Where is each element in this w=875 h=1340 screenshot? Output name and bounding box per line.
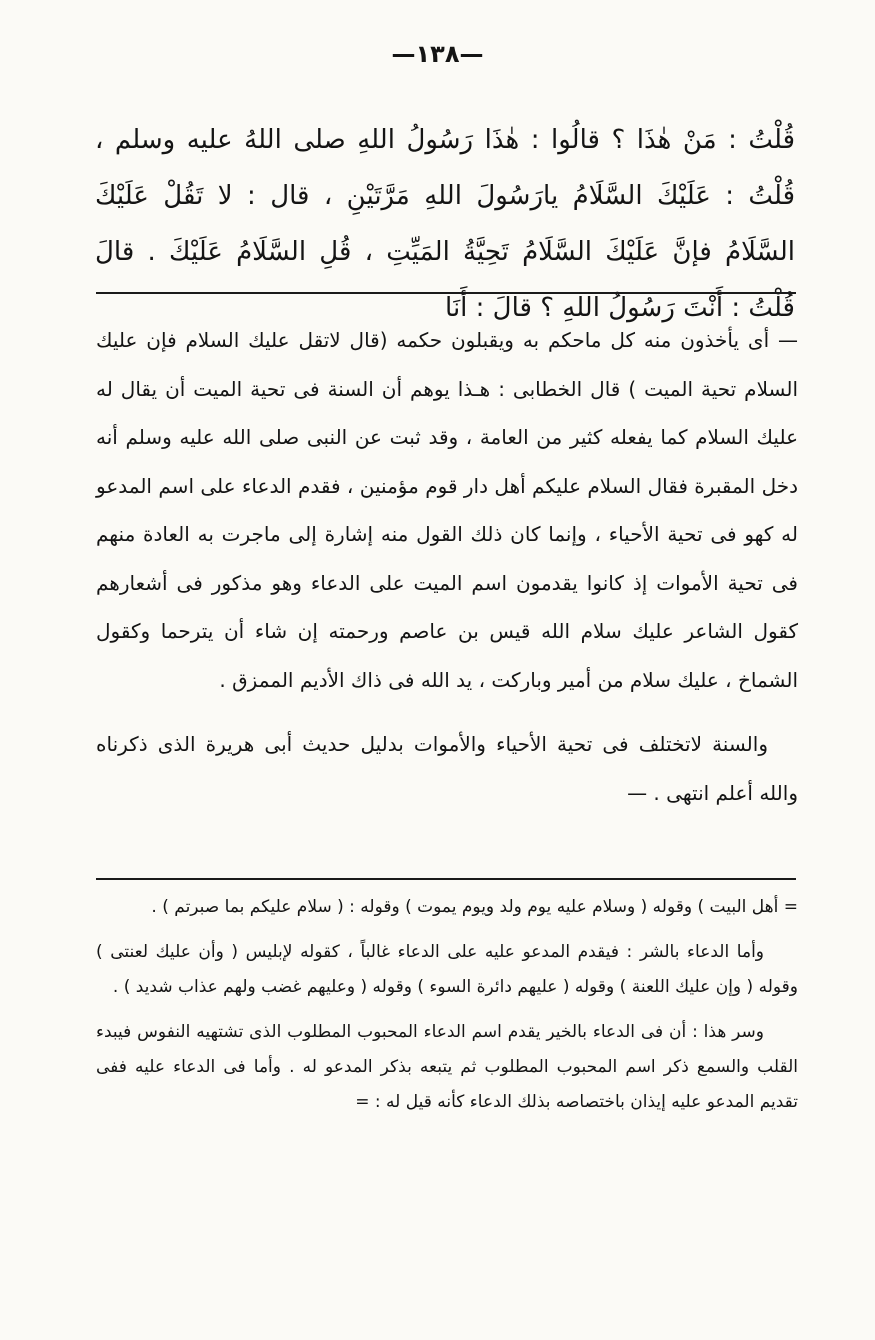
footnote-paragraph: = أهل البيت ) وقوله ( وسلام عليه يوم ولد ويوم يموت ) وقوله : ( سلام عليكم بما صبرتم ) . bbox=[151, 897, 798, 917]
commentary-paragraph: والسنة لاتختلف فى تحية الأحياء والأموات بدليل حديث أبى هريرة الذى ذكرناه والله أعلم انتهى . — bbox=[96, 732, 798, 805]
commentary-paragraph: — أى يأخذون منه كل ماحكم به ويقبلون حكمه (قال لاتقل عليك السلام فإن عليك السلام تحية الميت ) قال الخطابى : هـذا يوهم أن السنة فى تحية الميت أن يقال له عليك السلام كما يفعله كثير من العامة ، وقد ثبت عن النبى صلى الله عليه وسلم أنه دخل المقبرة فقال السلام عليكم أهل دار قوم مؤمنين ، فقدم الدعاء على اسم المدعو له كهو فى تحية الأحياء ، وإنما كان ذلك القول منه إشارة إلى ماجرت به العادة منهم فى تحية الأموات إذ كانوا يقدمون اسم الميت على الدعاء وهو مذكور فى أشعارهم كقول الشاعر عليك سلام الله قيس بن عاصم ورحمته إن شاء أن يترحما وكقول الشماخ ، عليك سلام من أمير وباركت ، يد الله فى ذاك الأديم الممزق . bbox=[96, 328, 798, 692]
page-number: —١٣٨— bbox=[391, 40, 484, 68]
commentary-block bbox=[96, 316, 798, 817]
section-divider bbox=[96, 292, 796, 294]
hadith-paragraph: قُلْتُ : مَنْ هٰذَا ؟ قالُوا : هٰذَا رَسُولُ اللهِ صلى اللهُ عليه وسلم ، قُلْتُ : عَلَيْكَ السَّلَامُ يارَسُولَ اللهِ مَرَّتَيْنِ ، قال : لا تَقُلْ عَلَيْكَ السَّلَامُ فإنَّ عَلَيْكَ السَّلَامُ تَحِيَّةُ المَيِّتِ ، قُلِ السَّلَامُ عَلَيْكَ . قالَ قُلْتُ : أَنْتَ رَسُولُ اللهِ ؟ قالَ : أَنَا bbox=[95, 125, 795, 323]
footnote-paragraph: وسر هذا : أن فى الدعاء بالخير يقدم اسم الدعاء المحبوب المطلوب الذى تشتهيه النفوس فيبدء القلب والسمع ذكر اسم المحبوب المطلوب ثم يتبعه بذكر المدعو له . وأما فى الدعاء عليه ففى تقديم المدعو عليه إيذان باختصاصه بذلك الدعاء كأنه قيل له : = bbox=[96, 1022, 798, 1112]
footnote-block bbox=[96, 890, 798, 1130]
footnote-divider bbox=[96, 878, 796, 880]
hadith-text-block bbox=[95, 112, 795, 336]
footnote-paragraph: وأما الدعاء بالشر : فيقدم المدعو عليه على الدعاء غالباً ، كقوله لإبليس ( وأن عليك لعنتى ) وقوله ( وإن عليك اللعنة ) وقوله ( عليهم دائرة السوء ) وقوله ( وعليهم غضب ولهم عذاب شديد ) . bbox=[96, 942, 798, 997]
